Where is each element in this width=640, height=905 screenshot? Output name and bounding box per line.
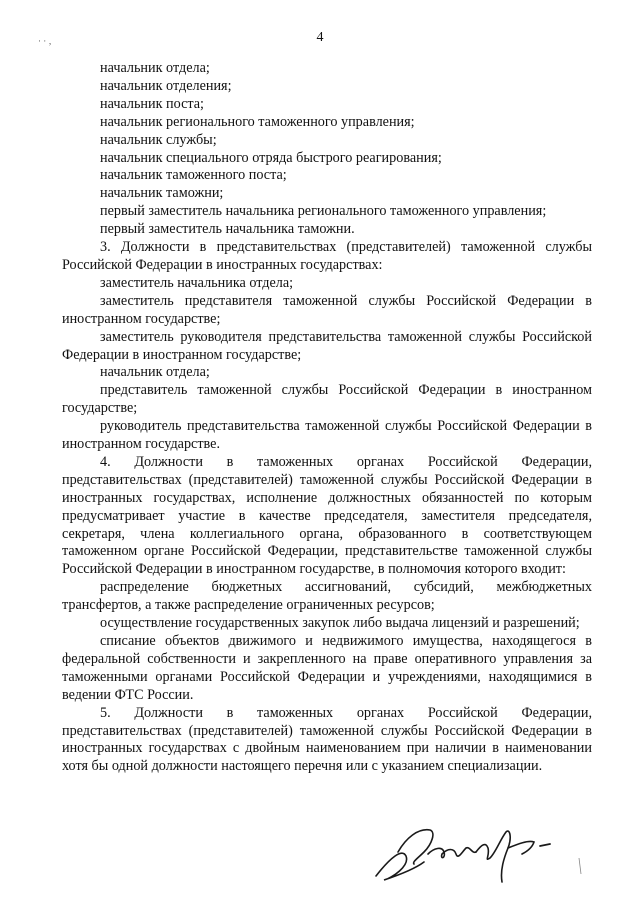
list-item: начальник регионального таможенного управления;: [100, 113, 415, 130]
list-item: осуществление государственных закупок либо выдача лицензий и разрешений;: [100, 615, 580, 632]
list-item: начальник таможенного поста;: [100, 167, 287, 184]
list-item: руководитель представительства таможенной службы Российской Федерации в иностранном государстве.: [62, 418, 592, 453]
list-item: начальник отделения;: [100, 77, 232, 94]
list-item: распределение бюджетных ассигнований, субсидий, межбюджетных трансфертов, а также распределение ограниченных ресурсов;: [62, 579, 592, 614]
list-item: заместитель руководителя представительства таможенной службы Российской Федерации в иностранном государстве;: [62, 328, 592, 363]
page-number: 4: [316, 30, 324, 45]
section-5-paragraph: 5. Должности в таможенных органах Российской Федерации, представительствах (представителей) таможенной службы Российской Федерации в иностранных государствах с двойным наименованием при наличии в наименовании хотя бы одной должности настоящего перечня или с указанием специализации.: [62, 704, 592, 775]
list-item: первый заместитель начальника таможни.: [100, 221, 355, 238]
list-item: заместитель представителя таможенной службы Российской Федерации в иностранном государстве;: [62, 292, 592, 327]
margin-mark: [578, 858, 582, 874]
list-item: начальник поста;: [100, 95, 205, 112]
list-item: начальник отдела;: [100, 60, 210, 76]
corner-mark: · · ‚: [38, 36, 52, 46]
list-item: представитель таможенной службы Российской Федерации в иностранном государстве;: [62, 382, 592, 417]
list-item: начальник специального отряда быстрого реагирования;: [100, 149, 442, 166]
document-body: [62, 60, 592, 776]
list-item: начальник службы;: [100, 131, 217, 148]
list-item: первый заместитель начальника регионального таможенного управления;: [100, 203, 547, 220]
list-item: начальник отдела;: [100, 364, 210, 381]
list-item: списание объектов движимого и недвижимого имущества, находящегося в федеральной собственности и закрепленного на праве оперативного управления за таможенными органами Российской Федерации и учреждениями, находящимися в ведении ФТС России.: [62, 633, 592, 703]
list-item: начальник таможни;: [100, 185, 224, 202]
section-3-heading: 3. Должности в представительствах (представителей) таможенной службы Российской Федерации в иностранных государствах:: [62, 239, 592, 273]
section-4-heading: 4. Должности в таможенных органах Российской Федерации, представительствах (представителей) таможенной службы Российской Федерации в иностранных государствах, исполнение должностных обязанностей по которым предусматривает участие в качестве председателя, заместителя председателя, секретаря, члена коллегиального органа, образованного в соответствующем таможенном органе Российской Федерации, представительстве таможенной службы Российской Федерации в иностранном государстве, в полномочия которого входит:: [62, 453, 592, 578]
handwritten-signature: [372, 818, 562, 888]
list-item: заместитель начальника отдела;: [100, 274, 294, 291]
